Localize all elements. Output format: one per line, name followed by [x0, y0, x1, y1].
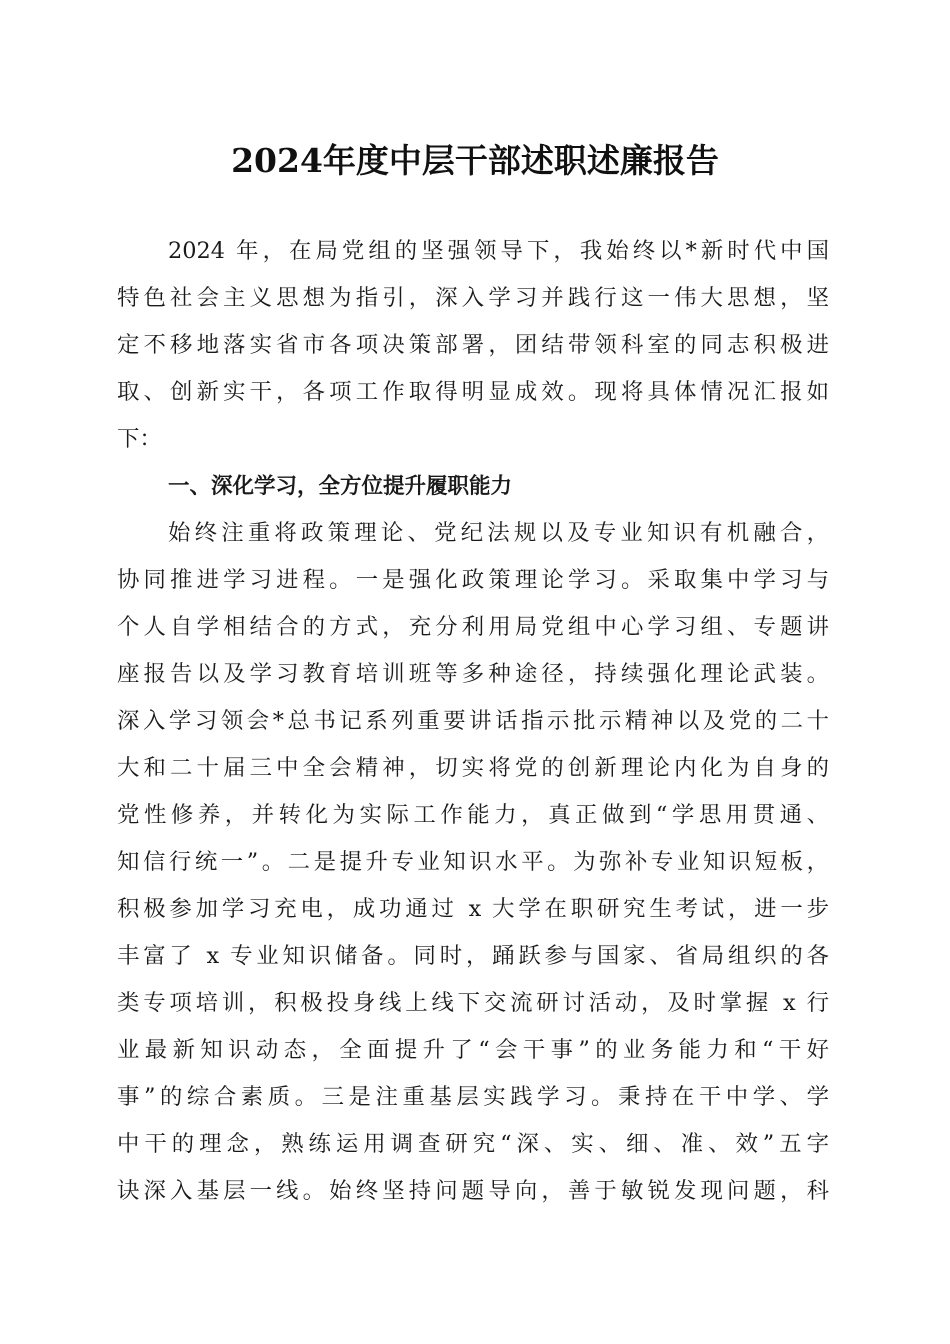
paragraph-line: 事”的综合素质。三是注重基层实践学习。秉持在干中学、学 [117, 1084, 829, 1110]
paragraph-line: 业最新知识动态，全面提升了“会干事”的业务能力和“干好 [117, 1037, 829, 1063]
paragraph-line: 下： [117, 426, 162, 452]
paragraph-line: 大和二十届三中全会精神，切实将党的创新理论内化为自身的 [117, 755, 829, 781]
paragraph-line: 中干的理念，熟练运用调查研究“深、实、细、准、效”五字 [117, 1131, 829, 1157]
paragraph-line: 类专项培训，积极投身线上线下交流研讨活动，及时掌握 x 行 [117, 990, 829, 1016]
paragraph-line: 座报告以及学习教育培训班等多种途径，持续强化理论武装。 [117, 661, 829, 687]
paragraph-line: 丰富了 x 专业知识储备。同时，踊跃参与国家、省局组织的各 [117, 943, 829, 969]
paragraph-line: 深入学习领会*总书记系列重要讲话指示批示精神以及党的二十 [117, 708, 829, 734]
document-body [117, 228, 829, 1215]
section-heading: 一、深化学习，全方位提升履职能力 [168, 474, 513, 499]
paragraph-line: 协同推进学习进程。一是强化政策理论学习。采取集中学习与 [117, 567, 829, 593]
paragraph-line: 特色社会主义思想为指引，深入学习并践行这一伟大思想，坚 [117, 285, 829, 311]
paragraph-line: 始终注重将政策理论、党纪法规以及专业知识有机融合， [168, 520, 829, 546]
document-title: 2024年度中层干部述职述廉报告 [231, 141, 719, 180]
paragraph-line: 2024 年，在局党组的坚强领导下，我始终以*新时代中国 [168, 238, 829, 264]
paragraph-line: 知信行统一”。二是提升专业知识水平。为弥补专业知识短板， [117, 849, 829, 875]
paragraph-line: 定不移地落实省市各项决策部署，团结带领科室的同志积极进 [117, 332, 829, 358]
paragraph-line: 取、创新实干，各项工作取得明显成效。现将具体情况汇报如 [117, 379, 829, 405]
paragraph-line: 诀深入基层一线。始终坚持问题导向，善于敏锐发现问题，科 [117, 1178, 829, 1204]
paragraph-line: 个人自学相结合的方式，充分利用局党组中心学习组、专题讲 [117, 614, 829, 640]
paragraph-line: 党性修养，并转化为实际工作能力，真正做到“学思用贯通、 [117, 802, 829, 828]
paragraph-line: 积极参加学习充电，成功通过 x 大学在职研究生考试，进一步 [117, 896, 829, 922]
